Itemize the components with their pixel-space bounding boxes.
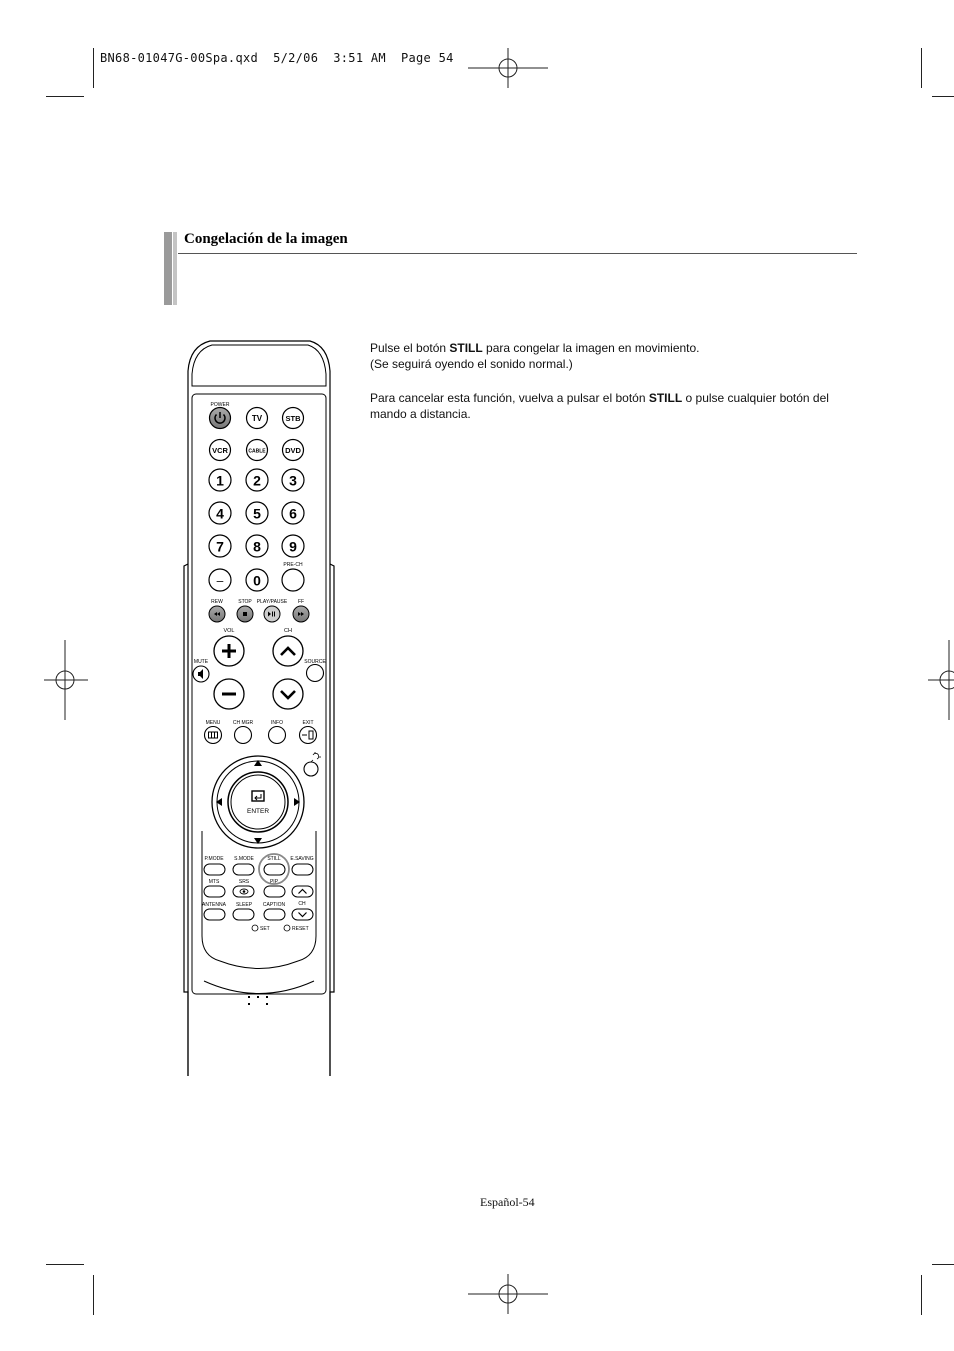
srs-label: SRS bbox=[238, 879, 250, 885]
svg-text:8: 8 bbox=[253, 538, 261, 555]
svg-text:STB: STB bbox=[285, 414, 301, 423]
esaving-button[interactable] bbox=[292, 864, 313, 875]
prech-button[interactable] bbox=[282, 569, 304, 591]
registration-mark bbox=[928, 640, 954, 720]
crop-mark bbox=[46, 1264, 84, 1265]
chmgr-button[interactable] bbox=[235, 727, 252, 744]
esaving-label: E.SAVING bbox=[290, 856, 314, 862]
set-button[interactable] bbox=[252, 925, 258, 931]
svg-text:ENTER: ENTER bbox=[246, 808, 270, 815]
mute-button[interactable] bbox=[193, 666, 209, 682]
smode-button[interactable] bbox=[233, 864, 254, 875]
caption-button[interactable] bbox=[264, 909, 285, 920]
crop-mark bbox=[921, 48, 922, 88]
instruction-still: Pulse el botón STILL para congelar la imagen en movimiento. (Se seguirá oyendo el sonido normal.) bbox=[370, 341, 700, 371]
channel-up-button[interactable] bbox=[273, 636, 303, 666]
svg-text:VCR: VCR bbox=[212, 446, 228, 455]
set-label: SET bbox=[260, 926, 270, 932]
vcr-button[interactable] bbox=[210, 440, 231, 461]
small-channel-up-button[interactable] bbox=[292, 886, 313, 897]
stop-icon bbox=[243, 612, 247, 616]
crop-mark bbox=[46, 96, 84, 97]
digit-button-7[interactable] bbox=[209, 535, 231, 557]
title-rule bbox=[178, 253, 857, 254]
svg-text:CABLE: CABLE bbox=[248, 448, 266, 455]
svg-text:5: 5 bbox=[253, 505, 261, 522]
pmode-button[interactable] bbox=[204, 864, 225, 875]
chmgr-label: CH MGR bbox=[232, 720, 254, 726]
reset-label: RESET bbox=[292, 926, 309, 932]
mute-label: MUTE bbox=[193, 659, 209, 665]
volume-down-button[interactable] bbox=[214, 679, 244, 709]
vol-label: VOL bbox=[223, 628, 235, 634]
rew-label: REW bbox=[211, 599, 223, 605]
info-label: INFO bbox=[271, 720, 283, 726]
smode-label: S.MODE bbox=[234, 856, 254, 862]
dash-button[interactable] bbox=[209, 569, 231, 591]
source-label: SOURCE bbox=[304, 659, 326, 665]
print-slug: BN68-01047G-00Spa.qxd 5/2/06 3:51 AM Page 54 bbox=[100, 51, 454, 65]
still-button[interactable] bbox=[264, 864, 285, 875]
exit-button[interactable] bbox=[300, 727, 317, 744]
digit-button-1[interactable] bbox=[209, 469, 231, 491]
info-button[interactable] bbox=[269, 727, 286, 744]
volume-up-button[interactable] bbox=[214, 636, 244, 666]
section-marker bbox=[164, 232, 178, 305]
svg-text:2: 2 bbox=[253, 472, 261, 489]
antenna-label: ANTENNA bbox=[202, 902, 226, 908]
mts-label: MTS bbox=[208, 879, 220, 885]
exit-label: EXIT bbox=[302, 720, 314, 726]
power-label: POWER bbox=[210, 402, 230, 408]
tv-button[interactable] bbox=[247, 408, 268, 429]
still-keyword: STILL bbox=[648, 391, 683, 405]
playpause-button[interactable] bbox=[264, 606, 280, 622]
mts-button[interactable] bbox=[204, 886, 225, 897]
speaker-grille bbox=[248, 996, 268, 1005]
crop-mark bbox=[93, 48, 94, 88]
sleep-label: SLEEP bbox=[235, 902, 253, 908]
prech-label: PRE-CH bbox=[283, 562, 303, 568]
crop-mark bbox=[932, 96, 954, 97]
svg-text:3: 3 bbox=[289, 472, 297, 489]
ch-label: CH bbox=[284, 628, 292, 634]
digit-button-6[interactable] bbox=[282, 502, 304, 524]
digit-button-8[interactable] bbox=[246, 535, 268, 557]
ff-button[interactable] bbox=[293, 606, 309, 622]
pip-label: PIP bbox=[269, 879, 279, 885]
digit-button-0[interactable] bbox=[246, 569, 268, 591]
digit-button-5[interactable] bbox=[246, 502, 268, 524]
digit-button-4[interactable] bbox=[209, 502, 231, 524]
pip-button[interactable] bbox=[264, 886, 285, 897]
backlight-button[interactable] bbox=[304, 762, 318, 776]
still-keyword: STILL bbox=[449, 341, 483, 355]
ff-label: FF bbox=[297, 599, 305, 605]
playpause-label: PLAY/PAUSE bbox=[256, 599, 288, 605]
reset-button[interactable] bbox=[284, 925, 290, 931]
rew-button[interactable] bbox=[209, 606, 225, 622]
remote-control-illustration bbox=[180, 336, 340, 1081]
svg-text:9: 9 bbox=[289, 538, 297, 555]
menu-button[interactable] bbox=[205, 727, 222, 744]
svg-text:DVD: DVD bbox=[285, 446, 301, 455]
registration-mark bbox=[44, 640, 88, 720]
cable-button[interactable] bbox=[247, 440, 268, 461]
stb-button[interactable] bbox=[283, 408, 304, 429]
digit-button-9[interactable] bbox=[282, 535, 304, 557]
power-button[interactable] bbox=[210, 408, 231, 429]
still-label: STILL bbox=[267, 856, 281, 862]
svg-text:–: – bbox=[216, 573, 224, 588]
digit-button-3[interactable] bbox=[282, 469, 304, 491]
light-icon bbox=[311, 752, 321, 762]
stop-button[interactable] bbox=[237, 606, 253, 622]
antenna-button[interactable] bbox=[204, 909, 225, 920]
menu-label: MENU bbox=[205, 720, 221, 726]
ch-small-label: CH bbox=[298, 901, 306, 907]
sleep-button[interactable] bbox=[233, 909, 254, 920]
crop-mark bbox=[932, 1264, 954, 1265]
source-button[interactable] bbox=[307, 665, 324, 682]
digit-button-2[interactable] bbox=[246, 469, 268, 491]
stop-label: STOP bbox=[238, 599, 252, 605]
svg-text:1: 1 bbox=[216, 472, 224, 489]
svg-text:6: 6 bbox=[289, 505, 297, 522]
navigation-pad[interactable] bbox=[212, 756, 304, 848]
registration-mark bbox=[468, 48, 548, 88]
crop-mark bbox=[921, 1275, 922, 1315]
page-number: Español-54 bbox=[480, 1195, 535, 1209]
svg-text:0: 0 bbox=[253, 572, 261, 589]
registration-mark bbox=[468, 1274, 548, 1314]
caption-label: CAPTION bbox=[262, 902, 286, 908]
svg-text:7: 7 bbox=[216, 538, 224, 555]
svg-text:4: 4 bbox=[216, 505, 224, 522]
channel-down-button[interactable] bbox=[273, 679, 303, 709]
pmode-label: P.MODE bbox=[204, 856, 224, 862]
small-channel-down-button[interactable] bbox=[292, 909, 313, 920]
dvd-button[interactable] bbox=[283, 440, 304, 461]
section-title: Congelación de la imagen bbox=[184, 231, 348, 247]
svg-text:TV: TV bbox=[251, 414, 263, 423]
instruction-cancel: Para cancelar esta función, vuelva a pulsar el botón STILL o pulse cualquier botón del mando a distancia. bbox=[370, 391, 829, 421]
crop-mark bbox=[93, 1275, 94, 1315]
